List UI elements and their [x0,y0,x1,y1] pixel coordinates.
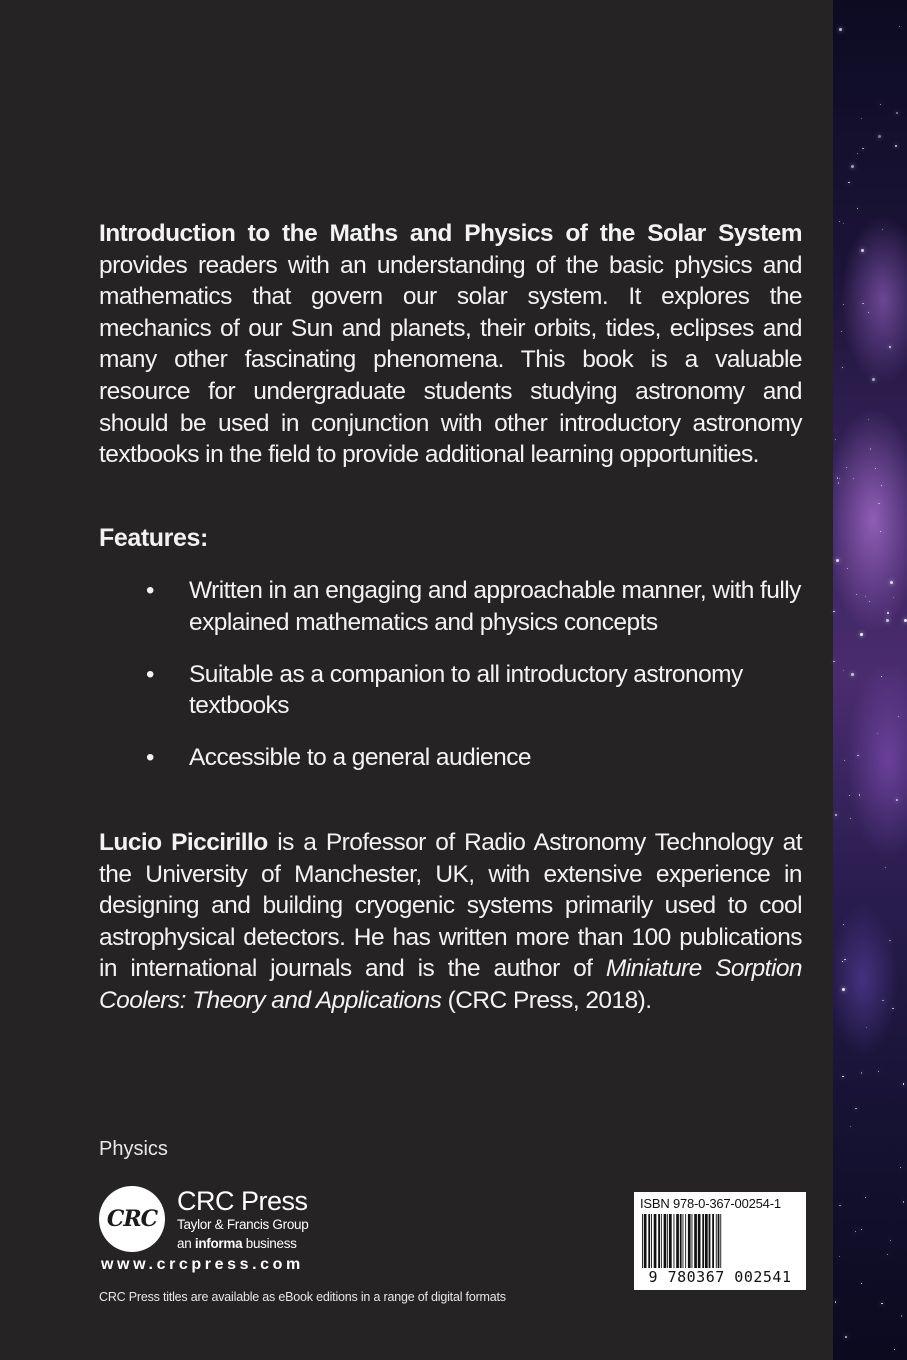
star-dot [893,597,894,598]
barcode-bar [685,1214,686,1268]
star-dot [846,467,847,468]
barcode-bar [676,1214,679,1268]
star-dot [842,367,843,368]
star-dot [881,1303,883,1305]
star-dot [850,1126,851,1127]
star-dot [850,818,852,820]
book-description [99,218,802,471]
crc-logo-icon: CRC [99,1186,165,1252]
star-dot [865,596,866,597]
author-name: Lucio Piccirillo [99,829,268,856]
author-bio-end: (CRC Press, 2018). [447,986,652,1014]
star-dot [857,208,858,209]
star-dot [836,559,839,562]
features-list [99,575,802,794]
star-dot [861,1283,862,1284]
star-dot [875,468,876,469]
bullet-icon: • [146,577,154,604]
star-dot [842,961,843,962]
barcode-bar [654,1214,657,1268]
star-dot [892,1008,894,1010]
star-dot [886,619,889,622]
star-dot [861,249,864,252]
barcode-bar [667,1214,668,1268]
star-dot [857,153,859,155]
star-dot [843,670,844,671]
star-dot [878,1071,879,1072]
star-dot [878,503,880,505]
barcode-bar [702,1214,704,1268]
star-dot [882,1000,884,1002]
barcode-number: 9 780367 002541 [634,1268,806,1286]
star-dot [881,485,882,486]
star-dot [869,601,871,603]
nebula-background-strip [833,0,907,1360]
book-title: Introduction to the Maths and Physics of the Solar System [99,220,802,247]
star-dot [849,795,850,796]
star-dot [845,1336,847,1338]
features-heading: Features: [99,524,208,552]
star-dot [856,594,857,595]
barcode-bar [694,1214,697,1268]
star-dot [835,1301,837,1303]
star-dot [903,1083,905,1085]
barcode-bar [648,1214,650,1268]
star-dot [890,581,893,584]
star-dot [835,439,836,440]
star-dot [835,814,837,816]
star-dot [862,148,864,150]
star-dot [844,760,845,761]
barcode-bar [720,1214,721,1276]
star-dot [851,673,854,676]
barcode-bar [712,1214,714,1268]
star-dot [878,135,881,138]
star-dot [868,312,869,313]
star-dot [880,531,881,532]
star-dot [851,165,854,168]
star-dot [855,1108,857,1110]
star-dot [861,118,862,119]
star-dot [843,304,844,305]
author-bio [99,827,802,1017]
star-dot [862,303,864,305]
list-item: • Written in an engaging and approachable manner, with fully explained mathematics and physics concepts [146,577,801,636]
barcode-bar [674,1214,675,1268]
bullet-icon: • [146,744,154,772]
star-dot [838,482,840,484]
barcode-bar [664,1214,667,1268]
star-dot [837,477,839,479]
description-body: provides readers with an understanding of the basic physics and mathematics that govern our solar system. It explores the mechanics of our Sun and planets, their orbits, tides, eclipses and many other fascinating phenomena. This book is a valuable resource for undergraduate students studying astronomy and should be used in conjunction with other introductory astronomy textbooks in the field to provide additional learning opportunities. [99,251,802,469]
subject-category: Physics [99,1138,168,1160]
star-dot [903,1201,905,1203]
star-dot [895,145,897,147]
star-dot [890,1240,891,1241]
publisher-logo [99,1186,339,1258]
star-dot [889,346,891,348]
star-dot [885,867,886,868]
list-item: • Accessible to a general audience [99,742,802,774]
star-dot [833,611,835,613]
star-dot [839,221,840,222]
star-dot [848,182,850,184]
star-dot [900,1167,901,1168]
star-dot [877,733,878,734]
barcode-bar [683,1214,684,1276]
star-dot [859,794,861,796]
star-dot [868,419,870,421]
barcode-bar [716,1214,717,1268]
barcode-bar [658,1214,660,1268]
star-dot [865,1197,866,1198]
barcode-bar [680,1214,682,1268]
star-dot [881,676,882,677]
publisher-group: Taylor & Francis Group [177,1217,309,1232]
star-dot [866,1027,868,1029]
star-dot [889,940,891,942]
star-dot [839,28,842,31]
star-dot [894,1349,896,1351]
barcode-bar [661,1214,662,1268]
star-dot [899,26,900,27]
publisher-business: an informa business [177,1236,297,1251]
star-dot [853,478,854,479]
barcode-bar [692,1214,693,1268]
isbn-barcode [634,1192,806,1290]
star-dot [882,229,884,231]
star-dot [860,633,863,636]
ebook-note: CRC Press titles are available as eBook editions in a range of digital formats [99,1290,506,1304]
star-dot [898,716,899,717]
star-dot [901,1315,903,1317]
star-dot [839,1205,841,1207]
bullet-icon: • [146,660,154,688]
star-dot [839,1256,841,1258]
star-dot [839,478,840,479]
barcode-bar [718,1214,720,1268]
barcode-bar [669,1214,672,1268]
star-dot [887,1254,888,1255]
star-dot [872,378,875,381]
star-dot [843,223,844,224]
barcode-bar [642,1214,643,1276]
star-dot [880,104,881,105]
star-dot [861,1229,863,1231]
list-item: • Suitable as a companion to all introductory astronomy textbooks [146,660,743,720]
star-dot [833,661,835,663]
star-dot [842,1076,844,1078]
star-dot [887,612,889,614]
star-dot [861,1072,863,1074]
author-book-title: Miniature Sorption Coolers: Theory and Applications [99,955,802,1014]
barcode-bar [688,1214,691,1268]
star-dot [844,959,846,961]
star-dot [841,331,842,332]
isbn-label: ISBN 978-0-367-00254-1 [640,1196,781,1211]
star-dot [855,1231,856,1232]
star-dot [857,755,859,757]
barcode-bar [698,1214,701,1268]
barcode-bar [651,1214,652,1268]
star-dot [842,988,845,991]
publisher-name: CRC Press [177,1186,308,1216]
star-dot [870,448,872,450]
barcode-bars [639,1214,801,1276]
star-dot [843,924,844,925]
barcode-bar [705,1214,708,1268]
star-dot [847,568,848,569]
barcode-bar [709,1214,711,1268]
barcode-bar [644,1214,647,1276]
star-dot [896,799,898,801]
star-dot [896,112,898,114]
publisher-website: www.crcpress.com [101,1256,304,1273]
author-bio-text: is a Professor of Radio Astronomy Technology at the University of Manchester, UK, with extensive experience in designing and building cryogenic systems primarily used to cool astrophysical detectors. He has written more than 100 publications in international journals and is the author of [99,829,802,983]
